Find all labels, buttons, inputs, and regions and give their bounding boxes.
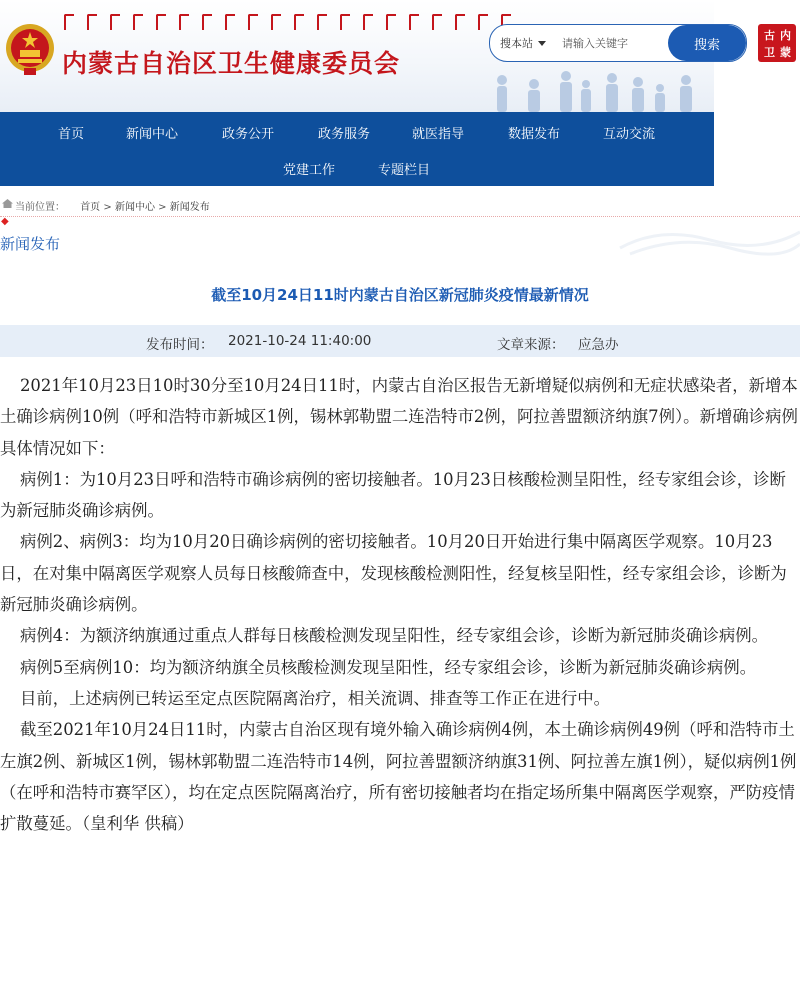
breadcrumb-prefix: 当前位置：	[15, 202, 65, 213]
site-title[interactable]: 内蒙古自治区卫生健康委员会	[62, 49, 401, 78]
breadcrumb-home[interactable]: 首页	[80, 202, 101, 213]
breadcrumb-separator: >	[158, 202, 167, 213]
nav-item-data-release[interactable]: 数据发布	[508, 127, 561, 142]
nav-item-party-work[interactable]: 党建工作	[283, 163, 336, 178]
article-title: 截至10月24日11时内蒙古自治区新冠肺炎疫情最新情况	[211, 286, 589, 304]
nav-item-special-topics[interactable]: 专题栏目	[378, 163, 431, 178]
national-emblem-icon	[4, 22, 56, 76]
site-header	[0, 0, 720, 112]
nav-item-interaction[interactable]: 互动交流	[603, 127, 656, 142]
seal-char: 内	[780, 29, 791, 42]
article-meta-bar	[0, 325, 800, 357]
chevron-down-icon[interactable]	[538, 41, 546, 46]
source-label: 文章来源：	[497, 337, 565, 353]
article-paragraph: 病例2、病例3：均为10月20日确诊病例的密切接触者。10月20日开始进行集中隔离医学观察。10月23日，在对集中隔离医学观察人员每日核酸筛查中，发现核酸检测阳性，经复核呈阳性，经专家组会诊，诊断为新冠肺炎确诊病例。	[0, 532, 787, 615]
home-icon	[2, 199, 13, 208]
breadcrumb-separator: >	[103, 202, 112, 213]
search-scope-select[interactable]: 搜本站	[500, 37, 533, 50]
nav-item-gov-services[interactable]: 政务服务	[318, 127, 371, 142]
search-input[interactable]	[560, 32, 656, 54]
article-body	[0, 370, 800, 839]
mongolian-script-title	[64, 14, 511, 28]
section-title[interactable]: 新闻发布	[0, 235, 61, 253]
article-paragraph: 截至2021年10月24日11时，内蒙古自治区现有境外输入确诊病例4例，本土确诊病例49例（呼和浩特市土左旗2例、新城区1例，锡林郭勒盟二连浩特市14例，阿拉善盟额济纳旗31例、阿拉善左旗1例），疑似病例1例（在呼和浩特市赛罕区），均在定点医院隔离治疗，所有密切接触者均在指定场所集中隔离医学观察，严防疫情扩散蔓延。（皇利华 供稿）	[0, 720, 797, 834]
divider	[0, 216, 800, 219]
search-button[interactable]: 搜索	[668, 25, 746, 61]
nav-item-gov-affairs[interactable]: 政务公开	[222, 127, 275, 142]
breadcrumb-news-release[interactable]: 新闻发布	[169, 202, 210, 213]
search-box	[489, 24, 747, 62]
decorative-pattern	[620, 222, 800, 256]
article-paragraph: 病例4：为额济纳旗通过重点人群每日核酸检测发现呈阳性，经专家组会诊，诊断为新冠肺炎确诊病例。	[20, 626, 769, 646]
article-paragraph: 2021年10月23日10时30分至10月24日11时，内蒙古自治区报告无新增疑似病例和无症状感染者，新增本土确诊病例10例（呼和浩特市新城区1例，锡林郭勒盟二连浩特市2例，阿拉善盟额济纳旗7例）。新增确诊病例具体情况如下：	[0, 376, 798, 458]
nav-item-home[interactable]: 首页	[58, 127, 85, 142]
article-paragraph: 病例1：为10月23日呼和浩特市确诊病例的密切接触者。10月23日核酸检测呈阳性，经专家组会诊，诊断为新冠肺炎确诊病例。	[0, 469, 786, 521]
breadcrumb-news-center[interactable]: 新闻中心	[114, 202, 155, 213]
decorative-mark: ◆	[1, 216, 9, 227]
publish-time: 2021-10-24 11:40:00	[228, 333, 372, 349]
nav-item-medical-guide[interactable]: 就医指导	[412, 127, 465, 142]
seal-char: 蒙	[780, 46, 791, 59]
article-paragraph: 病例5至病例10：均为额济纳旗全员核酸检测发现呈阳性，经专家组会诊，诊断为新冠肺炎确诊病例。	[20, 657, 757, 677]
main-nav	[0, 112, 714, 186]
decorative-people-silhouette	[490, 70, 714, 112]
publish-time-label: 发布时间：	[146, 337, 214, 353]
article-paragraph: 目前，上述病例已转运至定点医院隔离治疗，相关流调、排查等工作正在进行中。	[20, 688, 611, 708]
breadcrumb	[15, 198, 210, 213]
seal-char: 卫	[764, 46, 775, 59]
seal-logo[interactable]	[758, 24, 796, 62]
seal-char: 古	[764, 29, 775, 42]
nav-item-news[interactable]: 新闻中心	[126, 127, 179, 142]
source-value: 应急办	[578, 337, 619, 353]
